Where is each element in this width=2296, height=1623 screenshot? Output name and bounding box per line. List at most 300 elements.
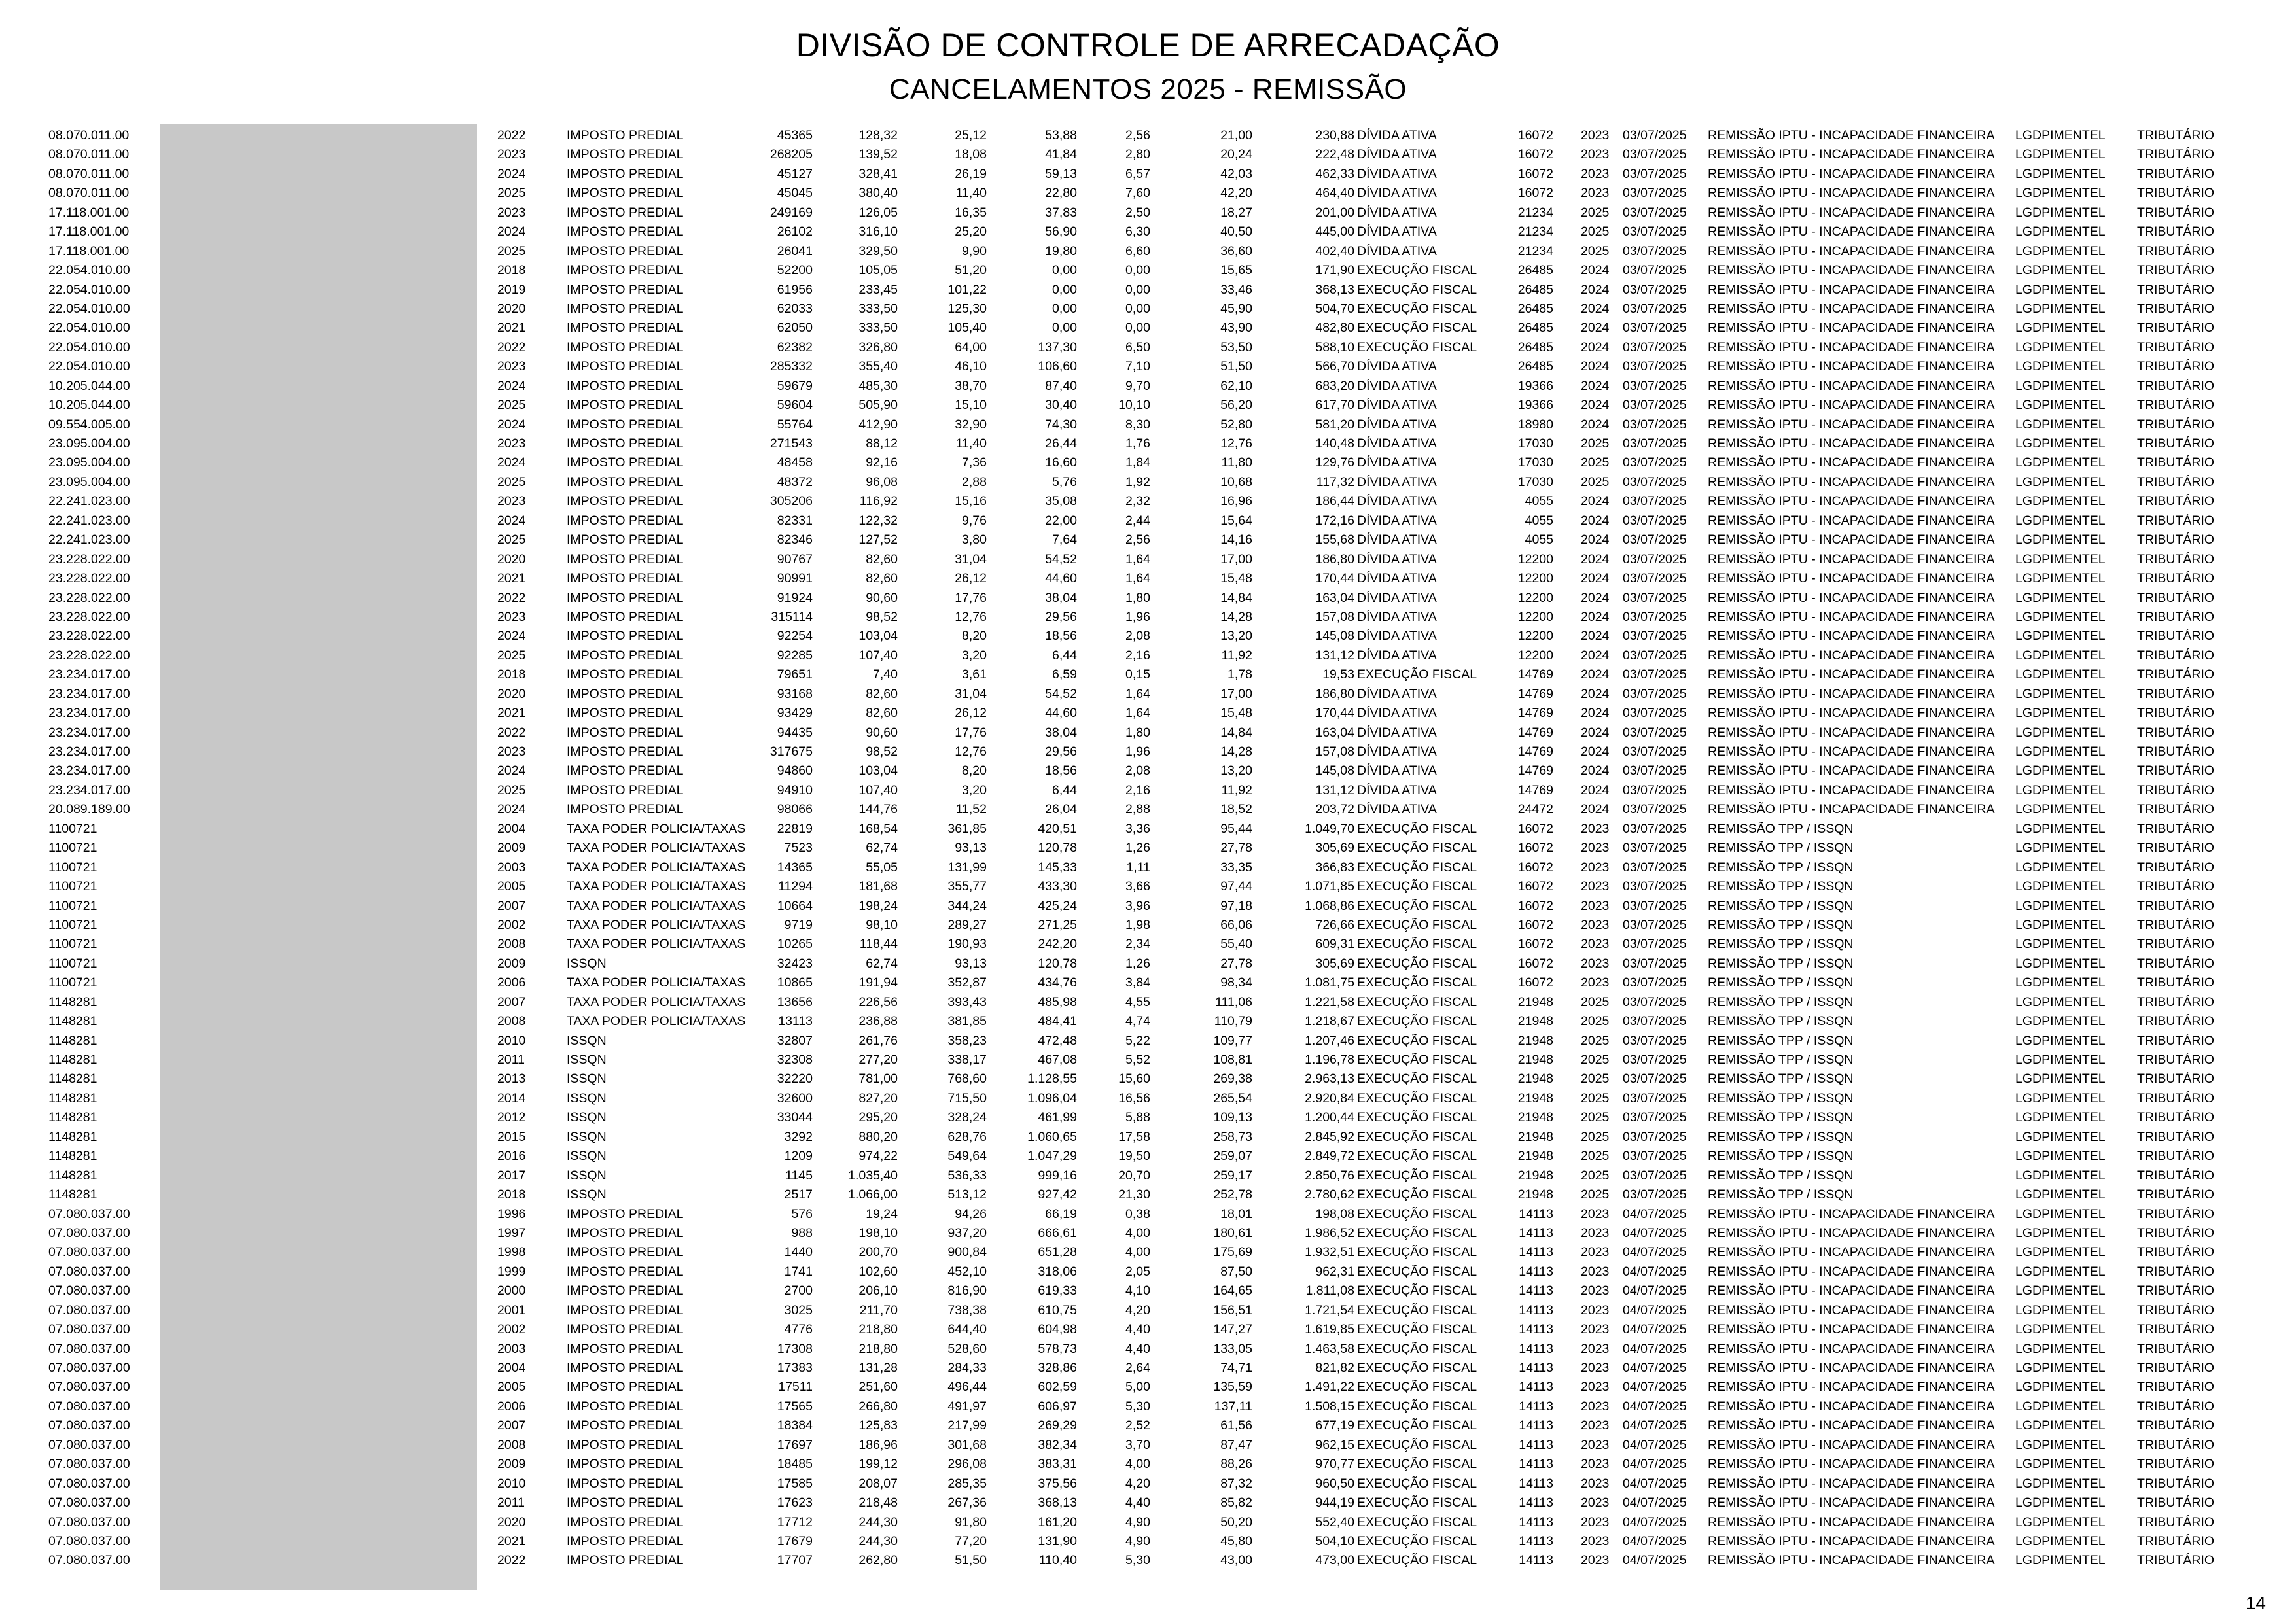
juros-cell: 25,12 [955,128,987,143]
document-cell: 18485 [777,1457,813,1472]
table-row [0,473,2296,492]
correcao-cell: 6,59 [1052,667,1077,682]
reason-cell: REMISSÃO IPTU - INCAPACIDADE FINANCEIRA [1708,359,1995,374]
multa-cell: 17,58 [1118,1129,1150,1144]
process-year-cell: 2024 [1581,321,1610,336]
honorarios-cell: 33,46 [1220,282,1252,297]
honorarios-cell: 45,90 [1220,301,1252,316]
document-cell: 17697 [777,1437,813,1452]
year-cell: 2013 [497,1072,526,1087]
tax-type-cell: IMPOSTO PREDIAL [567,629,684,644]
status-cell: DÍVIDA ATIVA [1357,378,1437,393]
honorarios-cell: 259,17 [1213,1168,1252,1183]
process-year-cell: 2025 [1581,1053,1610,1067]
juros-cell: 9,90 [962,243,987,258]
table-row [0,281,2296,300]
document-cell: 18384 [777,1418,813,1433]
year-cell: 2015 [497,1129,526,1144]
status-cell: EXECUÇÃO FISCAL [1357,1168,1477,1183]
process-year-cell: 2024 [1581,494,1610,509]
correcao-cell: 59,13 [1045,166,1077,181]
process-cell: 16072 [1517,879,1553,894]
date-cell: 03/07/2025 [1623,417,1687,432]
principal-cell: 198,24 [858,898,898,913]
total-cell: 1.196,78 [1305,1053,1354,1067]
juros-cell: 38,70 [955,378,987,393]
inscricao-cell: 1148281 [48,1053,97,1067]
process-cell: 21948 [1517,1014,1553,1029]
date-cell: 03/07/2025 [1623,243,1687,258]
date-cell: 03/07/2025 [1623,1014,1687,1029]
juros-cell: 64,00 [955,340,987,355]
total-cell: 1.218,67 [1305,1014,1354,1029]
document-cell: 32423 [777,956,813,971]
date-cell: 03/07/2025 [1623,436,1687,451]
honorarios-cell: 15,48 [1220,571,1252,586]
date-cell: 03/07/2025 [1623,802,1687,817]
year-cell: 2001 [497,1302,526,1318]
principal-cell: 233,45 [858,282,898,297]
multa-cell: 6,50 [1125,340,1150,355]
date-cell: 04/07/2025 [1623,1418,1687,1433]
tax-type-cell: IMPOSTO PREDIAL [567,282,684,297]
table-row [0,1378,2296,1397]
total-cell: 1.081,75 [1305,975,1354,990]
honorarios-cell: 42,03 [1220,166,1252,181]
table-row [0,165,2296,184]
process-cell: 18980 [1517,417,1553,432]
juros-cell: 32,90 [955,417,987,432]
reason-cell: REMISSÃO IPTU - INCAPACIDADE FINANCEIRA [1708,224,1995,239]
document-cell: 576 [791,1206,813,1221]
tax-type-cell: IMPOSTO PREDIAL [567,1302,684,1318]
user-cell: LGDPIMENTEL [2015,802,2106,817]
total-cell: 1.071,85 [1305,879,1354,894]
date-cell: 03/07/2025 [1623,301,1687,316]
juros-cell: 51,20 [955,263,987,278]
date-cell: 03/07/2025 [1623,494,1687,509]
multa-cell: 1,98 [1125,917,1150,932]
year-cell: 2024 [497,378,526,393]
date-cell: 04/07/2025 [1623,1533,1687,1548]
document-cell: 1209 [784,1149,813,1164]
honorarios-cell: 21,00 [1220,128,1252,143]
process-year-cell: 2025 [1581,1072,1610,1087]
year-cell: 2023 [497,147,526,162]
total-cell: 305,69 [1315,956,1354,971]
process-year-cell: 2023 [1581,975,1610,990]
inscricao-cell: 08.070.011.00 [48,128,130,143]
sector-cell: TRIBUTÁRIO [2137,1245,2215,1260]
correcao-cell: 38,04 [1045,590,1077,605]
document-cell: 317675 [769,744,813,759]
process-year-cell: 2024 [1581,782,1610,797]
tax-type-cell: TAXA PODER POLICIA/TAXAS [567,975,746,990]
user-cell: LGDPIMENTEL [2015,1514,2106,1529]
honorarios-cell: 258,73 [1213,1129,1252,1144]
user-cell: LGDPIMENTEL [2015,532,2106,548]
reason-cell: REMISSÃO TPP / ISSQN [1708,1033,1854,1048]
reason-cell: REMISSÃO IPTU - INCAPACIDADE FINANCEIRA [1708,744,1995,759]
status-cell: EXECUÇÃO FISCAL [1357,937,1477,952]
inscricao-cell: 1100721 [48,917,97,932]
document-cell: 988 [791,1225,813,1240]
process-cell: 14113 [1519,1322,1553,1337]
reason-cell: REMISSÃO IPTU - INCAPACIDADE FINANCEIRA [1708,455,1995,470]
correcao-cell: 461,99 [1038,1110,1077,1125]
user-cell: LGDPIMENTEL [2015,744,2106,759]
date-cell: 03/07/2025 [1623,359,1687,374]
total-cell: 726,66 [1315,917,1354,932]
date-cell: 03/07/2025 [1623,474,1687,489]
inscricao-cell: 07.080.037.00 [48,1245,130,1260]
honorarios-cell: 109,77 [1213,1033,1252,1048]
multa-cell: 1,64 [1125,686,1150,701]
table-row [0,646,2296,665]
principal-cell: 118,44 [859,937,898,952]
process-cell: 4055 [1525,513,1553,528]
juros-cell: 3,61 [962,667,987,682]
correcao-cell: 999,16 [1038,1168,1077,1183]
reason-cell: REMISSÃO IPTU - INCAPACIDADE FINANCEIRA [1708,263,1995,278]
honorarios-cell: 62,10 [1220,378,1252,393]
multa-cell: 3,70 [1125,1437,1150,1452]
document-cell: 32807 [777,1033,813,1048]
juros-cell: 16,35 [955,205,987,220]
total-cell: 2.780,62 [1305,1187,1354,1202]
date-cell: 03/07/2025 [1623,686,1687,701]
sector-cell: TRIBUTÁRIO [2137,1187,2215,1202]
tax-type-cell: TAXA PODER POLICIA/TAXAS [567,917,746,932]
tax-type-cell: IMPOSTO PREDIAL [567,1361,684,1375]
juros-cell: 77,20 [955,1533,987,1548]
status-cell: EXECUÇÃO FISCAL [1357,1476,1477,1491]
process-year-cell: 2023 [1581,1380,1610,1395]
process-year-cell: 2024 [1581,417,1610,432]
honorarios-cell: 45,80 [1220,1533,1252,1548]
multa-cell: 2,16 [1125,782,1150,797]
date-cell: 04/07/2025 [1623,1457,1687,1472]
reason-cell: REMISSÃO IPTU - INCAPACIDADE FINANCEIRA [1708,1283,1995,1299]
honorarios-cell: 265,54 [1213,1091,1252,1106]
process-cell: 21948 [1517,1033,1553,1048]
process-cell: 14769 [1517,763,1553,778]
multa-cell: 2,56 [1125,128,1150,143]
status-cell: EXECUÇÃO FISCAL [1357,301,1477,316]
honorarios-cell: 11,80 [1221,455,1252,470]
document-cell: 3025 [784,1302,813,1318]
correcao-cell: 19,80 [1045,243,1077,258]
correcao-cell: 161,20 [1038,1514,1077,1529]
tax-type-cell: IMPOSTO PREDIAL [567,648,684,663]
tax-type-cell: IMPOSTO PREDIAL [567,1225,684,1240]
table-row [0,222,2296,241]
table-row [0,1416,2296,1435]
date-cell: 04/07/2025 [1623,1514,1687,1529]
process-year-cell: 2024 [1581,551,1610,567]
status-cell: EXECUÇÃO FISCAL [1357,956,1477,971]
correcao-cell: 927,42 [1038,1187,1077,1202]
user-cell: LGDPIMENTEL [2015,513,2106,528]
table-row [0,1532,2296,1551]
correcao-cell: 651,28 [1038,1245,1077,1260]
juros-cell: 361,85 [947,821,987,836]
reason-cell: REMISSÃO IPTU - INCAPACIDADE FINANCEIRA [1708,648,1995,663]
total-cell: 170,44 [1315,571,1354,586]
document-cell: 4776 [784,1322,813,1337]
process-year-cell: 2024 [1581,263,1610,278]
document-cell: 26102 [777,224,813,239]
total-cell: 163,04 [1315,725,1354,740]
juros-cell: 496,44 [947,1380,987,1395]
multa-cell: 4,00 [1125,1225,1150,1240]
inscricao-cell: 1148281 [48,1091,97,1106]
inscricao-cell: 07.080.037.00 [48,1380,130,1395]
reason-cell: REMISSÃO IPTU - INCAPACIDADE FINANCEIRA [1708,1322,1995,1337]
user-cell: LGDPIMENTEL [2015,494,2106,509]
correcao-cell: 22,80 [1045,186,1077,201]
total-cell: 1.463,58 [1305,1341,1354,1356]
table-row [0,377,2296,396]
table-row [0,569,2296,588]
date-cell: 04/07/2025 [1623,1361,1687,1375]
correcao-cell: 328,86 [1038,1361,1077,1375]
tax-type-cell: IMPOSTO PREDIAL [567,1264,684,1279]
process-cell: 26485 [1517,282,1553,297]
year-cell: 1998 [497,1245,526,1260]
tax-type-cell: IMPOSTO PREDIAL [567,1399,684,1414]
table-row [0,1108,2296,1127]
document-cell: 62382 [777,340,813,355]
year-cell: 2007 [497,1418,526,1433]
multa-cell: 2,05 [1125,1264,1150,1279]
process-year-cell: 2024 [1581,744,1610,759]
correcao-cell: 74,30 [1045,417,1077,432]
principal-cell: 412,90 [858,417,898,432]
date-cell: 03/07/2025 [1623,841,1687,856]
status-cell: EXECUÇÃO FISCAL [1357,1553,1477,1568]
tax-type-cell: IMPOSTO PREDIAL [567,1533,684,1548]
table-row [0,685,2296,704]
process-cell: 14769 [1517,686,1553,701]
year-cell: 2007 [497,994,526,1009]
status-cell: DÍVIDA ATIVA [1357,706,1437,721]
date-cell: 03/07/2025 [1623,551,1687,567]
correcao-cell: 1.047,29 [1027,1149,1077,1164]
sector-cell: TRIBUTÁRIO [2137,359,2215,374]
table-row [0,935,2296,954]
year-cell: 2004 [497,1361,526,1375]
process-year-cell: 2023 [1581,821,1610,836]
juros-cell: 452,10 [947,1264,987,1279]
date-cell: 03/07/2025 [1623,1129,1687,1144]
juros-cell: 381,85 [947,1014,987,1029]
honorarios-cell: 164,65 [1213,1283,1252,1299]
juros-cell: 125,30 [947,301,987,316]
correcao-cell: 602,59 [1038,1380,1077,1395]
status-cell: DÍVIDA ATIVA [1357,744,1437,759]
document-cell: 249169 [769,205,813,220]
document-cell: 92285 [777,648,813,663]
total-cell: 2.849,72 [1305,1149,1354,1164]
table-row [0,1185,2296,1204]
inscricao-cell: 07.080.037.00 [48,1418,130,1433]
status-cell: DÍVIDA ATIVA [1357,648,1437,663]
date-cell: 03/07/2025 [1623,1110,1687,1125]
document-cell: 17308 [777,1341,813,1356]
document-cell: 59604 [777,398,813,413]
correcao-cell: 467,08 [1038,1053,1077,1067]
process-year-cell: 2023 [1581,1476,1610,1491]
reason-cell: REMISSÃO IPTU - INCAPACIDADE FINANCEIRA [1708,1418,1995,1433]
document-cell: 17623 [777,1495,813,1510]
document-cell: 62050 [777,321,813,336]
user-cell: LGDPIMENTEL [2015,205,2106,220]
table-row [0,589,2296,608]
status-cell: EXECUÇÃO FISCAL [1357,975,1477,990]
process-cell: 17030 [1517,455,1553,470]
inscricao-cell: 1148281 [48,1014,97,1029]
multa-cell: 2,88 [1125,802,1150,817]
table-row [0,973,2296,992]
document-cell: 10664 [777,898,813,913]
total-cell: 198,08 [1315,1206,1354,1221]
sector-cell: TRIBUTÁRIO [2137,494,2215,509]
date-cell: 03/07/2025 [1623,571,1687,586]
multa-cell: 2,16 [1125,648,1150,663]
correcao-cell: 433,30 [1038,879,1077,894]
reason-cell: REMISSÃO IPTU - INCAPACIDADE FINANCEIRA [1708,1399,1995,1414]
inscricao-cell: 22.241.023.00 [48,532,130,548]
status-cell: EXECUÇÃO FISCAL [1357,1206,1477,1221]
total-cell: 402,40 [1315,243,1354,258]
honorarios-cell: 17,00 [1220,686,1252,701]
total-cell: 821,82 [1315,1361,1354,1375]
date-cell: 04/07/2025 [1623,1437,1687,1452]
table-row [0,396,2296,415]
honorarios-cell: 20,24 [1220,147,1252,162]
multa-cell: 2,08 [1125,629,1150,644]
table-row [0,1089,2296,1108]
principal-cell: 485,30 [858,378,898,393]
document-cell: 98066 [777,802,813,817]
table-row [0,1032,2296,1051]
inscricao-cell: 07.080.037.00 [48,1399,130,1414]
status-cell: DÍVIDA ATIVA [1357,147,1437,162]
process-year-cell: 2024 [1581,282,1610,297]
year-cell: 2024 [497,802,526,817]
principal-cell: 333,50 [858,321,898,336]
user-cell: LGDPIMENTEL [2015,782,2106,797]
process-year-cell: 2023 [1581,1341,1610,1356]
status-cell: DÍVIDA ATIVA [1357,128,1437,143]
sector-cell: TRIBUTÁRIO [2137,340,2215,355]
juros-cell: 644,40 [947,1322,987,1337]
principal-cell: 218,80 [858,1341,898,1356]
process-year-cell: 2025 [1581,1149,1610,1164]
sector-cell: TRIBUTÁRIO [2137,455,2215,470]
reason-cell: REMISSÃO IPTU - INCAPACIDADE FINANCEIRA [1708,417,1995,432]
status-cell: DÍVIDA ATIVA [1357,802,1437,817]
process-year-cell: 2023 [1581,1206,1610,1221]
process-year-cell: 2023 [1581,841,1610,856]
reason-cell: REMISSÃO IPTU - INCAPACIDADE FINANCEIRA [1708,1533,1995,1548]
user-cell: LGDPIMENTEL [2015,224,2106,239]
year-cell: 2021 [497,571,526,586]
sector-cell: TRIBUTÁRIO [2137,1168,2215,1183]
user-cell: LGDPIMENTEL [2015,1110,2106,1125]
user-cell: LGDPIMENTEL [2015,1053,2106,1067]
juros-cell: 738,38 [947,1302,987,1318]
reason-cell: REMISSÃO IPTU - INCAPACIDADE FINANCEIRA [1708,147,1995,162]
process-cell: 16072 [1517,860,1553,875]
juros-cell: 900,84 [947,1245,987,1260]
document-cell: 2700 [784,1283,813,1299]
user-cell: LGDPIMENTEL [2015,551,2106,567]
juros-cell: 284,33 [947,1361,987,1375]
process-cell: 26485 [1517,340,1553,355]
correcao-cell: 0,00 [1052,321,1077,336]
principal-cell: 251,60 [858,1380,898,1395]
table-row [0,781,2296,800]
inscricao-cell: 17.118.001.00 [48,243,130,258]
process-cell: 24472 [1517,802,1553,817]
reason-cell: REMISSÃO IPTU - INCAPACIDADE FINANCEIRA [1708,243,1995,258]
reason-cell: REMISSÃO IPTU - INCAPACIDADE FINANCEIRA [1708,1380,1995,1395]
reason-cell: REMISSÃO IPTU - INCAPACIDADE FINANCEIRA [1708,532,1995,548]
tax-type-cell: IMPOSTO PREDIAL [567,378,684,393]
year-cell: 2003 [497,1341,526,1356]
tax-type-cell: TAXA PODER POLICIA/TAXAS [567,898,746,913]
tax-type-cell: IMPOSTO PREDIAL [567,224,684,239]
reason-cell: REMISSÃO IPTU - INCAPACIDADE FINANCEIRA [1708,1341,1995,1356]
table-row [0,1551,2296,1570]
correcao-cell: 666,61 [1038,1225,1077,1240]
document-cell: 17712 [777,1514,813,1529]
reason-cell: REMISSÃO TPP / ISSQN [1708,1187,1854,1202]
process-cell: 21234 [1517,224,1553,239]
process-year-cell: 2023 [1581,147,1610,162]
tax-type-cell: ISSQN [567,1072,607,1087]
document-cell: 1145 [785,1168,813,1183]
honorarios-cell: 66,06 [1220,917,1252,932]
tax-type-cell: IMPOSTO PREDIAL [567,263,684,278]
honorarios-cell: 12,76 [1220,436,1252,451]
year-cell: 2010 [497,1033,526,1048]
table-row [0,1166,2296,1185]
table-row [0,1436,2296,1455]
year-cell: 2025 [497,782,526,797]
document-cell: 45045 [777,186,813,201]
process-year-cell: 2025 [1581,205,1610,220]
process-year-cell: 2025 [1581,224,1610,239]
year-cell: 2025 [497,398,526,413]
year-cell: 2008 [497,1437,526,1452]
process-year-cell: 2023 [1581,879,1610,894]
reason-cell: REMISSÃO TPP / ISSQN [1708,821,1854,836]
status-cell: EXECUÇÃO FISCAL [1357,860,1477,875]
reason-cell: REMISSÃO IPTU - INCAPACIDADE FINANCEIRA [1708,1495,1995,1510]
user-cell: LGDPIMENTEL [2015,975,2106,990]
correcao-cell: 382,34 [1038,1437,1077,1452]
table-row [0,1012,2296,1031]
process-year-cell: 2025 [1581,436,1610,451]
tax-type-cell: IMPOSTO PREDIAL [567,763,684,778]
inscricao-cell: 1148281 [48,1187,97,1202]
tax-type-cell: IMPOSTO PREDIAL [567,1341,684,1356]
status-cell: EXECUÇÃO FISCAL [1357,1264,1477,1279]
multa-cell: 8,30 [1125,417,1150,432]
